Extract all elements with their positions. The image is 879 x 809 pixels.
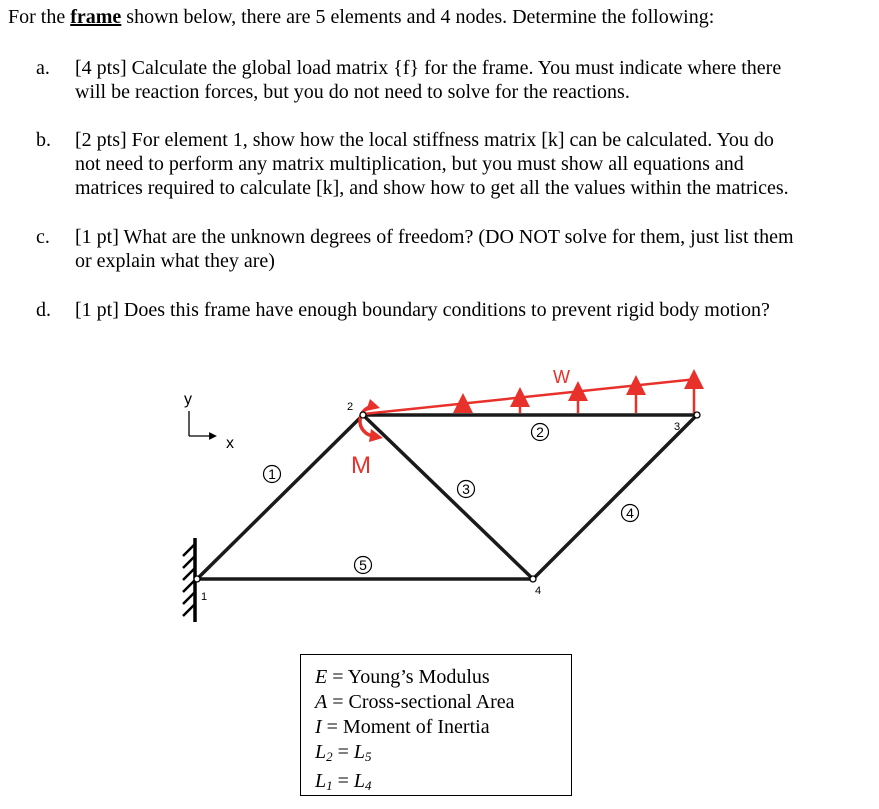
svg-text:5: 5 — [359, 557, 367, 573]
node-label-4: 4 — [535, 585, 542, 597]
frame-keyword: frame — [70, 6, 122, 28]
node-label-3: 3 — [674, 421, 681, 433]
element-4 — [533, 415, 697, 579]
legend-box — [300, 654, 572, 796]
moment-label: M — [351, 452, 371, 479]
question-line: matrices required to calculate [k], and show how to get all the values within the matrices. — [75, 177, 789, 199]
axis-y-label: y — [184, 391, 192, 408]
question-letter: c. — [36, 226, 50, 248]
svg-text:3: 3 — [462, 481, 470, 497]
load-label-w: W — [553, 367, 570, 387]
legend-a: A = Cross-sectional Area — [315, 691, 515, 713]
node-1 — [194, 576, 200, 582]
question-letter: a. — [36, 57, 50, 79]
legend-e: E = Young’s Modulus — [315, 666, 490, 688]
axis-x-label: x — [226, 435, 234, 452]
question-letter: b. — [36, 129, 51, 151]
svg-text:4: 4 — [626, 505, 634, 521]
legend-l1-l4: $L_1 = L_4$ — [315, 770, 372, 793]
element-label-3 — [458, 481, 475, 498]
svg-text:2: 2 — [536, 424, 544, 440]
question-line: [2 pts] For element 1, show how the local stiffness matrix [k] can be calculated. You do — [75, 129, 774, 151]
svg-text:1: 1 — [268, 466, 276, 482]
moment-icon — [351, 399, 383, 479]
question-letter: d. — [36, 299, 51, 321]
node-label-2: 2 — [347, 401, 354, 413]
legend-i: I = Moment of Inertia — [315, 716, 490, 738]
question-line: or explain what they are) — [75, 250, 275, 272]
element-label-4 — [622, 505, 639, 522]
node-3 — [694, 412, 700, 418]
element-3 — [363, 415, 533, 579]
question-line: [4 pts] Calculate the global load matrix {f} for the frame. You must indicate where there — [75, 57, 782, 79]
node-4 — [530, 576, 536, 582]
question-line: will be reaction forces, but you do not need to solve for the reactions. — [75, 81, 630, 103]
legend-l2-l5: $L_2 = L_5$ — [315, 741, 372, 764]
element-label-2 — [532, 424, 549, 441]
element-1 — [197, 415, 363, 579]
problem-intro: For the frame shown below, there are 5 elements and 4 nodes. Determine the following: — [8, 6, 715, 28]
axes-icon — [184, 391, 234, 452]
question-line: [1 pt] What are the unknown degrees of freedom? (DO NOT solve for them, just list them — [75, 226, 794, 248]
element-label-5 — [355, 557, 372, 574]
frame-members — [197, 415, 697, 579]
frame-diagram — [0, 355, 879, 645]
question-line: [1 pt] Does this frame have enough boundary conditions to prevent rigid body motion? — [75, 299, 770, 321]
distributed-load — [363, 367, 697, 414]
node-label-1: 1 — [201, 591, 208, 603]
element-label-1 — [264, 466, 281, 483]
node-2 — [360, 412, 366, 418]
fixed-support-icon — [183, 538, 195, 622]
question-line: not need to perform any matrix multiplication, but you must show all equations and — [75, 153, 744, 175]
